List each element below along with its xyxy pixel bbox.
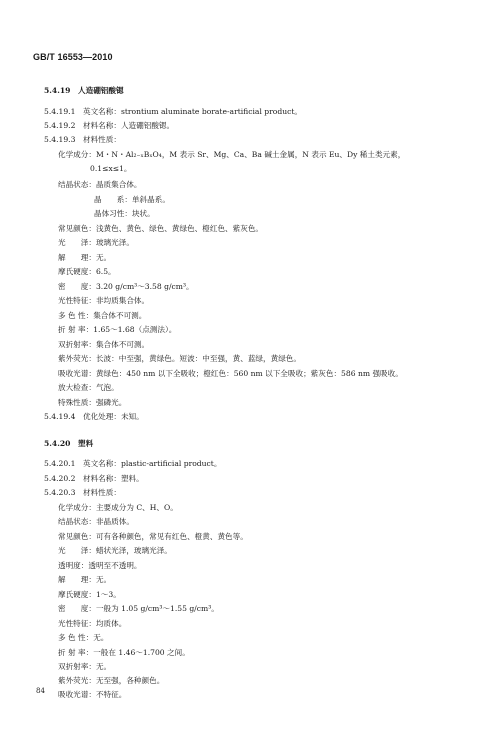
section-heading-5-4-19: 5.4.19 人造硼铝酸锶 [44,86,124,95]
chemical-composition: 化学成分：M・N・Al₂₋ₓBₓO₄，M 表示 Sr、Mg、Ca、Ba 碱土金属，N 表示 Eu、Dy 稀土类元素， [58,150,406,159]
page-number: 84 [36,687,45,695]
magnification: 放大检查：气泡。 [58,383,119,392]
crystal-system: 晶 系：单斜晶系。 [94,195,170,204]
plastic-mohs-hardness: 摩氏硬度：1～3。 [58,590,121,599]
plastic-common-colors: 常见颜色：可有各种颜色，常见有红色、橙黄、黄色等。 [58,532,248,541]
absorption-spectrum: 吸收光谱：黄绿色：450 nm 以下全吸收；橙红色：560 nm 以下全吸收；紫灰色：586 nm 强吸收。 [58,369,403,378]
clause-5-4-19-1: 5.4.19.1 英文名称：strontium aluminate borate-artificial product。 [44,107,303,116]
common-colors: 常见颜色：浅黄色、黄色、绿色、黄绿色、橙红色、紫灰色。 [58,224,264,233]
clause-5-4-20-3: 5.4.20.3 材料性质： [44,488,121,497]
density: 密 度：3.20 g/cm³～3.58 g/cm³。 [58,282,194,291]
clause-5-4-19-2: 5.4.19.2 材料名称：人造硼铝酸锶。 [44,121,175,130]
crystal-state: 结晶状态：晶质集合体。 [58,180,142,189]
plastic-density: 密 度：一般为 1.05 g/cm³～1.55 g/cm³。 [58,604,219,613]
plastic-luster: 光 泽：蜡状光泽，玻璃光泽。 [58,546,172,555]
clause-5-4-19-4: 5.4.19.4 优化处理：未知。 [44,412,144,421]
plastic-crystal-state: 结晶状态：非晶质体。 [58,517,134,526]
standard-code-header: GB/T 16553—2010 [33,52,113,62]
plastic-uv-fluorescence: 紫外荧光：无至强，各种颜色。 [58,676,165,685]
chemical-composition-range: 0.1≤x≤1。 [90,164,132,173]
crystal-habit: 晶体习性：块状。 [94,209,155,218]
refractive-index: 折 射 率：1.65～1.68（点测法）。 [58,325,177,334]
plastic-transparency: 透明度：透明至不透明。 [58,561,142,570]
plastic-pleochroism: 多 色 性：无。 [58,633,109,642]
plastic-chemical-composition: 化学成分：主要成分为 C、H、O。 [58,503,178,512]
mohs-hardness: 摩氏硬度：6.5。 [58,267,116,276]
uv-fluorescence: 紫外荧光：长波：中至强，黄绿色。短波：中至强，黄、蓝绿，黄绿色。 [58,354,301,363]
plastic-absorption-spectrum: 吸收光谱：不特征。 [58,690,127,699]
plastic-refractive-index: 折 射 率：一般在 1.46～1.700 之间。 [58,648,190,657]
clause-5-4-20-2: 5.4.20.2 材料名称：塑料。 [44,474,144,483]
plastic-birefringence: 双折射率：无。 [58,662,112,671]
cleavage: 解 理：无。 [58,253,112,262]
plastic-optical-character: 光性特征：均质体。 [58,619,127,628]
plastic-cleavage: 解 理：无。 [58,575,112,584]
optical-character: 光性特征：非均质集合体。 [58,296,150,305]
clause-5-4-20-1: 5.4.20.1 英文名称：plastic-artificial product。 [44,459,222,468]
clause-5-4-19-3: 5.4.19.3 材料性质： [44,135,121,144]
luster: 光 泽：玻璃光泽。 [58,238,134,247]
birefringence: 双折射率：集合体不可测。 [58,340,150,349]
section-heading-5-4-20: 5.4.20 塑料 [44,439,94,448]
special-properties: 特殊性质：强磷光。 [58,398,127,407]
pleochroism: 多 色 性：集合体不可测。 [58,311,147,320]
